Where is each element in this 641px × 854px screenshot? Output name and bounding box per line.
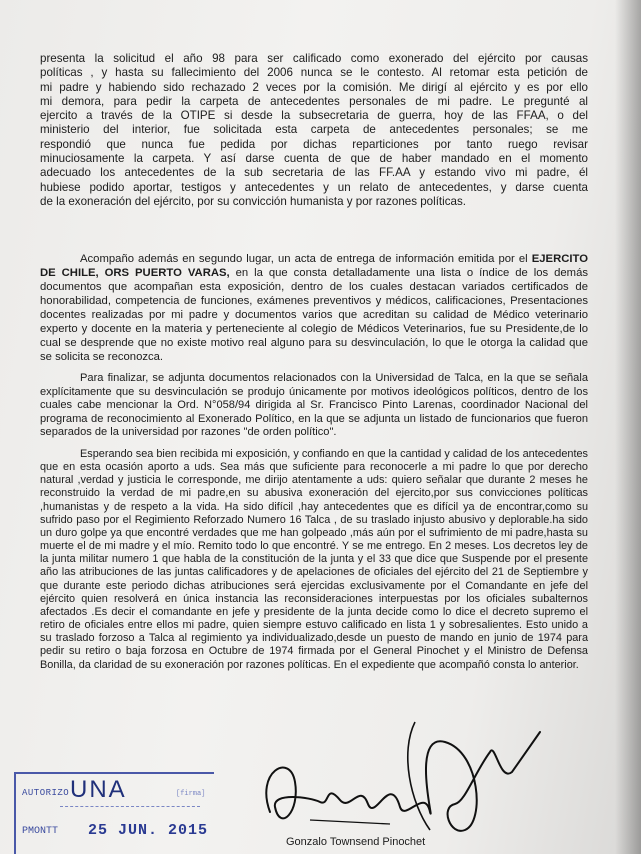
stamp-location: PMONTT [22, 826, 59, 837]
text-line: ejercito a través de la OTIPE si desde la subsecretaria de guerra, hoy de las FFAA, o del [40, 109, 588, 123]
paragraph-2 [40, 252, 588, 364]
paragraph-1 [40, 52, 588, 209]
text-line: minuciosamente la carpeta. Y así darse cuenta de que de haber mandado en el momento [40, 152, 588, 166]
stamp-autorizo-label: AUTORIZO [22, 788, 70, 798]
text-line: presenta la solicitud el año 98 para ser calificado como exonerado del ejército por causas [40, 52, 588, 65]
paragraph-3: Para finalizar, se adjunta documentos relacionados con la Universidad de Talca, en la que se señala explícitamente que su desvinculación se produjo únicamente por motivos ideológicos políticos, dentro de los cuales cabe mencionar la Ord. N°058/94 dirigida al Sr. Francisco Pinto Larenas, coordinador Nacional del programa de reconocimiento al Exonerado Político, en la que se adjunta un listado de funcionarios que fueron separados de la universidad por razones "de orden político". [40, 372, 588, 439]
stamp-divider [60, 806, 200, 807]
page-edge-shadow [615, 0, 641, 854]
stamp-autorizo-value: UNA [70, 776, 127, 803]
text-line: mi demora, para pedir la carpeta de antecedentes personales de mi padre. Le pregunté al [40, 94, 588, 108]
text-line: adecuado los antecedentes de la sub secretaria de las FF.AA y estando vivo mi padre, él [40, 166, 588, 180]
text-line: respondió que nunca fue pedida por dichas reparticiones por tanto ruego revisar [40, 137, 588, 151]
signature-name: Gonzalo Townsend Pinochet [286, 836, 426, 848]
paragraph-2-start: Acompaño además en segundo lugar, un acta de entrega de información emitida por el [80, 253, 528, 265]
text-line: políticas , y hasta su fallecimiento del 2006 nunca se le contesto. Al retomar esta petición de [40, 66, 588, 80]
paragraph-2-bold: EJERCITO DE CHILE, ORS PUERTO VARAS, [40, 253, 589, 279]
text-line: de la exoneración del ejército, por su convicción humanista y por razones políticas. [40, 194, 466, 208]
stamp-small-text: [firma] [176, 790, 206, 798]
authorization-stamp [14, 772, 214, 854]
handwritten-signature [250, 712, 550, 842]
text-line: mi padre y habiendo sido rechazado 2 veces por la comisión. Me dirigí al ejército y es por ello [40, 80, 588, 94]
paragraph-2-rest: en la que consta detalladamente una lista o índice de los demás documentos que acompañan esta exposición, dentro de los cuales destacan variados certificados de honorabilidad, competencia de funciones, exámenes preventivos y médicos, calificaciones, Presentaciones docentes realizadas por mi padre y documentos varios que acreditan su calidad de Médico veterinario experto y docente en la materia y perteneciente al colegio de Médicos Veterinarios, fue su Presidente,de lo cual se desprende que no existe motivo real alguno para su desvinculación, lo que le otorga la calidad que se solicita se reconozca. [40, 267, 588, 363]
stamp-date: 25 JUN. 2015 [88, 822, 209, 839]
text-line: hubiese podido aportar, testigos y antecedentes y un relato de antecedentes, y darse cuenta [40, 180, 588, 194]
paragraph-4: Esperando sea bien recibida mi exposición, y confiando en que la cantidad y calidad de los antecedentes que en esta ocasión aporto a uds. Sea más que suficiente para reconocerle a mi padre lo que por derecho natural ,verdad y justicia le corresponde, me dirijo atentamente a uds: quiero señalar que durante 2 meses he reconstruido la verdad de mi padre,en su abusiva exoneración del ejercito,por sus convicciones políticas ,humanistas y de respeto a la vida. Ha sido difícil ,hay antecedentes que es difícil ya de encontrar,como su sufrido paso por el Regimiento Reforzado Numero 16 Talca , de su traslado injusto abusivo y deplorable.ha sido un duro golpe ya que encontré verdades que me han golpeado ,más aún por el sufrimiento de mi padre,hasta su muerte el de mi madre y el mío. Remito todo lo que encontré. Y se me entrego. En 2 meses. Los decretos ley de la junta militar numero 1 que habla de la constitución de la junta y el 33 que dice que Suspende por el presente año las atribuciones de las juntas calificadores y de apelaciones de oficiales del ejército del 21 de Septiembre y que durante este periodo dichas atribuciones será ejercidas exclusivamente por el Comandante en jefe del ejército quien resolverá en única instancia las reconsideraciones interpuestas por los oficiales subalternos afectados .Es decir el comandante en jefe y presidente de la junta decide como lo dice el decreto supremo el retiro de oficiales entre ellos mi padre, quien siempre estuvo calificado en lista 1 y sobresalientes. Esto unido a su traslado forzoso a Talca al regimiento ya individualizado,desde un puesto de mando en junio de 1974 para pedir su retiro o baja forzosa en Octubre de 1974 firmada por el General Pinochet y el Ministro de Defensa Bonilla, da claridad de su exoneración por razones políticas. En el expediente que acompañó consta lo anterior. [40, 448, 588, 671]
text-line: ministerio del interior, fue solicitada esta carpeta de antecedentes personales; se me [40, 123, 588, 137]
